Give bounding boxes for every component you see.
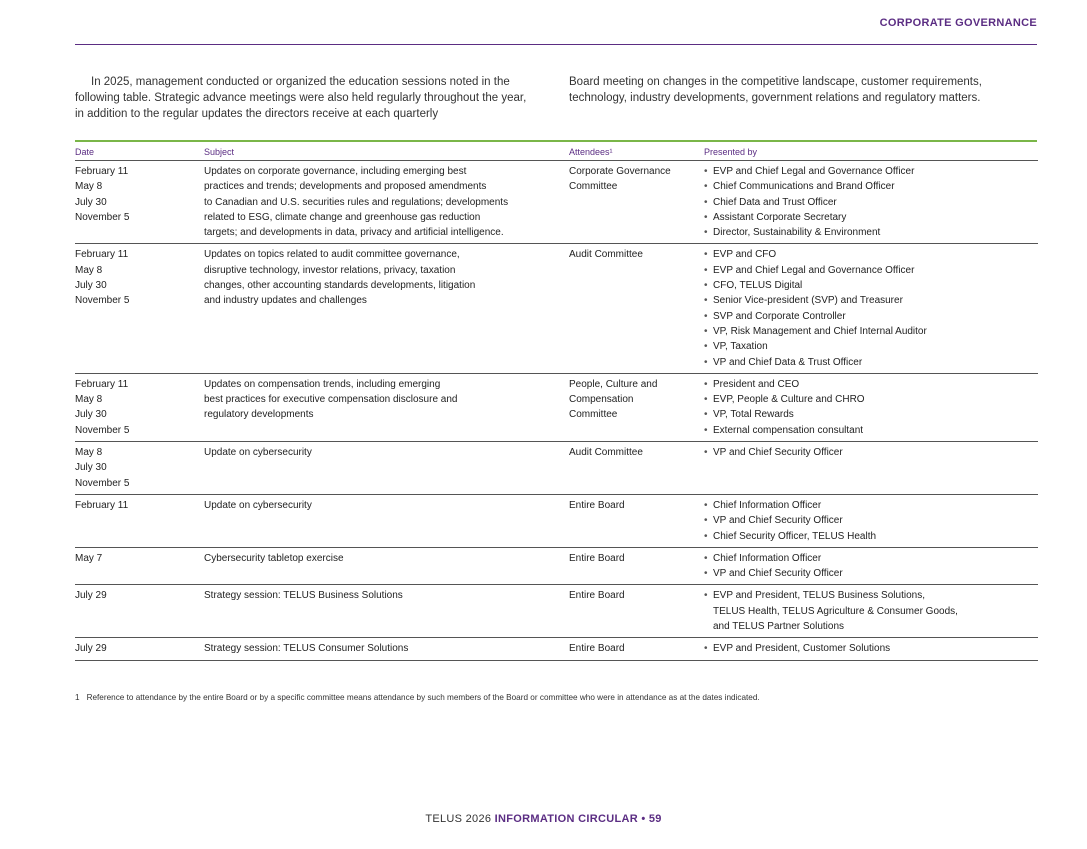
date-cell (75, 547, 204, 585)
attendees-line: Audit Committee (569, 249, 643, 261)
attendees-line: Entire Board (569, 590, 625, 602)
date-line: February 11 (75, 166, 129, 177)
date-line: February 11 (75, 249, 129, 261)
subject-cell (204, 161, 569, 244)
attendees-cell (569, 494, 704, 547)
footer-prefix: TELUS 2026 (425, 813, 492, 825)
subject-line: Updates on corporate governance, including emerging best (204, 166, 467, 177)
subject-line: best practices for executive compensation disclosure and (204, 394, 458, 406)
date-line: July 29 (75, 590, 107, 602)
date-line: July 30 (75, 196, 107, 208)
attendees-cell (569, 161, 704, 244)
presenter-line: • VP and Chief Security Officer (713, 568, 843, 580)
attendees-line: Corporate Governance (569, 166, 671, 177)
presenter-item (704, 164, 1038, 179)
presenter-line: TELUS Health, TELUS Agriculture & Consumer Goods, (713, 605, 958, 617)
date-line: July 30 (75, 409, 107, 421)
attendees-line: Compensation (569, 394, 634, 406)
subject-line: Update on cybersecurity (204, 447, 312, 459)
date-line: November 5 (75, 424, 130, 436)
subject-cell (204, 494, 569, 547)
attendees-line: Audit Committee (569, 447, 643, 459)
presenter-line: • EVP and President, Customer Solutions (713, 643, 891, 655)
table-row (75, 161, 1038, 244)
presenter-item (704, 195, 1038, 210)
page-footer (0, 813, 1087, 825)
presenter-item (704, 498, 1038, 513)
date-cell (75, 494, 204, 547)
subject-line: Strategy session: TELUS Consumer Solutions (204, 643, 409, 655)
subject-line: to Canadian and U.S. securities rules and regulations; developments (204, 196, 509, 208)
attendees-line: People, Culture and (569, 378, 658, 390)
presenter-item (704, 339, 1038, 354)
subject-line: Updates on compensation trends, including emerging (204, 378, 441, 390)
date-line: February 11 (75, 378, 129, 390)
footer-separator: • (641, 813, 646, 825)
presenter-line: and TELUS Partner Solutions (713, 621, 845, 633)
subject-line: and industry updates and challenges (204, 295, 367, 307)
presenter-line: • CFO, TELUS Digital (713, 280, 803, 292)
table-top-rule (75, 140, 1037, 142)
page-number: 59 (648, 813, 662, 825)
presenter-line: • External compensation consultant (713, 424, 864, 436)
presenter-item (704, 445, 1038, 460)
table-row (75, 244, 1038, 373)
presenter-item (704, 529, 1038, 544)
date-line: May 7 (75, 552, 103, 564)
subject-line: targets; and developments in data, privacy and artificial intelligence. (204, 227, 504, 239)
attendees-cell (569, 547, 704, 585)
presenter-item (704, 263, 1038, 278)
column-header-attendees: Attendees¹ (569, 146, 704, 161)
presenter-item (704, 309, 1038, 324)
subject-cell (204, 244, 569, 373)
presenters-cell (704, 373, 1038, 441)
presenter-item (704, 377, 1038, 392)
presenter-line: • VP, Taxation (713, 341, 768, 353)
presenter-line: • VP, Risk Management and Chief Internal Auditor (713, 325, 927, 337)
date-line: November 5 (75, 295, 130, 307)
presenters-cell (704, 585, 1038, 638)
presenter-item (704, 513, 1038, 528)
date-line: November 5 (75, 477, 130, 489)
presenter-item (704, 392, 1038, 407)
presenter-line: • EVP and Chief Legal and Governance Officer (713, 264, 915, 276)
table-body (75, 161, 1038, 661)
presenter-line: • EVP and President, TELUS Business Solutions, (713, 590, 925, 602)
presenter-item (704, 355, 1038, 370)
subject-line: Strategy session: TELUS Business Solutions (204, 590, 403, 602)
subject-line: Updates on topics related to audit committee governance, (204, 249, 460, 261)
presenter-line: • VP and Chief Data & Trust Officer (713, 356, 863, 368)
date-cell (75, 244, 204, 373)
intro-paragraph-right: Board meeting on changes in the competitive landscape, customer requirements, technology, industry developments, government relations and regulatory matters. (569, 76, 982, 104)
subject-line: practices and trends; developments and proposed amendments (204, 181, 487, 193)
presenter-item (704, 179, 1038, 194)
presenter-line: • EVP and Chief Legal and Governance Officer (713, 166, 915, 177)
presenters-cell (704, 244, 1038, 373)
subject-line: Cybersecurity tabletop exercise (204, 552, 344, 564)
subject-cell (204, 547, 569, 585)
footnote-number: 1 (75, 693, 80, 702)
date-cell (75, 638, 204, 660)
presenter-line: • EVP and CFO (713, 249, 777, 261)
table-row (75, 638, 1038, 660)
intro-paragraph-left: In 2025, management conducted or organized the education sessions noted in the following table. Strategic advance meetings were also held regularly throughout the year, in addition to the regular updates the directors receive at each quarterly (75, 76, 527, 120)
presenter-item (704, 641, 1038, 656)
attendees-line: Committee (569, 181, 618, 193)
education-sessions-table (75, 146, 1038, 661)
date-line: July 29 (75, 643, 107, 655)
presenter-item (704, 210, 1038, 225)
subject-cell (204, 442, 569, 495)
presenter-line: • Chief Data and Trust Officer (713, 196, 837, 208)
footer-title: INFORMATION CIRCULAR (494, 813, 638, 825)
subject-line: changes, other accounting standards developments, litigation (204, 280, 476, 292)
header-divider (75, 44, 1037, 45)
table-row (75, 585, 1038, 638)
subject-line: related to ESG, climate change and greenhouse gas reduction (204, 211, 481, 223)
presenter-line: • VP and Chief Security Officer (713, 515, 843, 527)
presenters-cell (704, 161, 1038, 244)
presenter-item (704, 324, 1038, 339)
date-line: February 11 (75, 499, 129, 511)
attendees-line: Entire Board (569, 643, 625, 655)
presenters-cell (704, 547, 1038, 585)
subject-cell (204, 373, 569, 441)
date-cell (75, 585, 204, 638)
presenter-item (704, 247, 1038, 262)
presenter-line: • SVP and Corporate Controller (713, 310, 846, 322)
presenter-item (704, 551, 1038, 566)
date-line: May 8 (75, 394, 103, 406)
attendees-line: Committee (569, 409, 618, 421)
footnote (75, 693, 760, 702)
attendees-cell (569, 373, 704, 441)
attendees-cell (569, 244, 704, 373)
table-row (75, 547, 1038, 585)
presenter-line: • Chief Communications and Brand Officer (713, 181, 895, 193)
subject-line: disruptive technology, investor relations, privacy, taxation (204, 264, 456, 276)
attendees-cell (569, 585, 704, 638)
date-line: July 30 (75, 280, 107, 292)
date-line: May 8 (75, 264, 103, 276)
section-title: CORPORATE GOVERNANCE (879, 17, 1037, 29)
date-cell (75, 373, 204, 441)
table-row (75, 373, 1038, 441)
presenter-line: • Assistant Corporate Secretary (713, 211, 847, 223)
presenters-cell (704, 494, 1038, 547)
presenter-line: • President and CEO (713, 378, 800, 390)
column-header-date: Date (75, 146, 204, 161)
attendees-cell (569, 442, 704, 495)
subject-cell (204, 585, 569, 638)
date-line: May 8 (75, 181, 103, 193)
presenter-line: • Chief Security Officer, TELUS Health (713, 530, 877, 542)
presenter-item (704, 278, 1038, 293)
presenter-item (704, 225, 1038, 240)
column-header-subject: Subject (204, 146, 569, 161)
presenter-item (704, 588, 1038, 634)
subject-cell (204, 638, 569, 660)
presenter-item (704, 293, 1038, 308)
table-row (75, 494, 1038, 547)
presenter-line: • VP, Total Rewards (713, 409, 794, 421)
presenters-cell (704, 442, 1038, 495)
date-cell (75, 161, 204, 244)
column-header-presented-by: Presented by (704, 146, 1038, 161)
presenter-line: • Chief Information Officer (713, 552, 822, 564)
presenter-line: • Director, Sustainability & Environment (713, 227, 881, 239)
table-header-row (75, 146, 1038, 161)
date-cell (75, 442, 204, 495)
date-line: May 8 (75, 447, 103, 459)
date-line: July 30 (75, 462, 107, 474)
presenter-line: • EVP, People & Culture and CHRO (713, 394, 865, 406)
table-row (75, 442, 1038, 495)
attendees-cell (569, 638, 704, 660)
presenter-item (704, 423, 1038, 438)
date-line: November 5 (75, 211, 130, 223)
presenter-line: • Chief Information Officer (713, 499, 822, 511)
presenter-line: • VP and Chief Security Officer (713, 447, 843, 459)
attendees-line: Entire Board (569, 499, 625, 511)
presenters-cell (704, 638, 1038, 660)
presenter-item (704, 407, 1038, 422)
subject-line: Update on cybersecurity (204, 499, 312, 511)
presenter-line: • Senior Vice-president (SVP) and Treasurer (713, 295, 903, 307)
presenter-item (704, 566, 1038, 581)
subject-line: regulatory developments (204, 409, 314, 421)
footnote-text: Reference to attendance by the entire Board or by a specific committee means attendance by such members of the Board or committee who were in attendance as at the dates indicated. (86, 693, 760, 702)
attendees-line: Entire Board (569, 552, 625, 564)
